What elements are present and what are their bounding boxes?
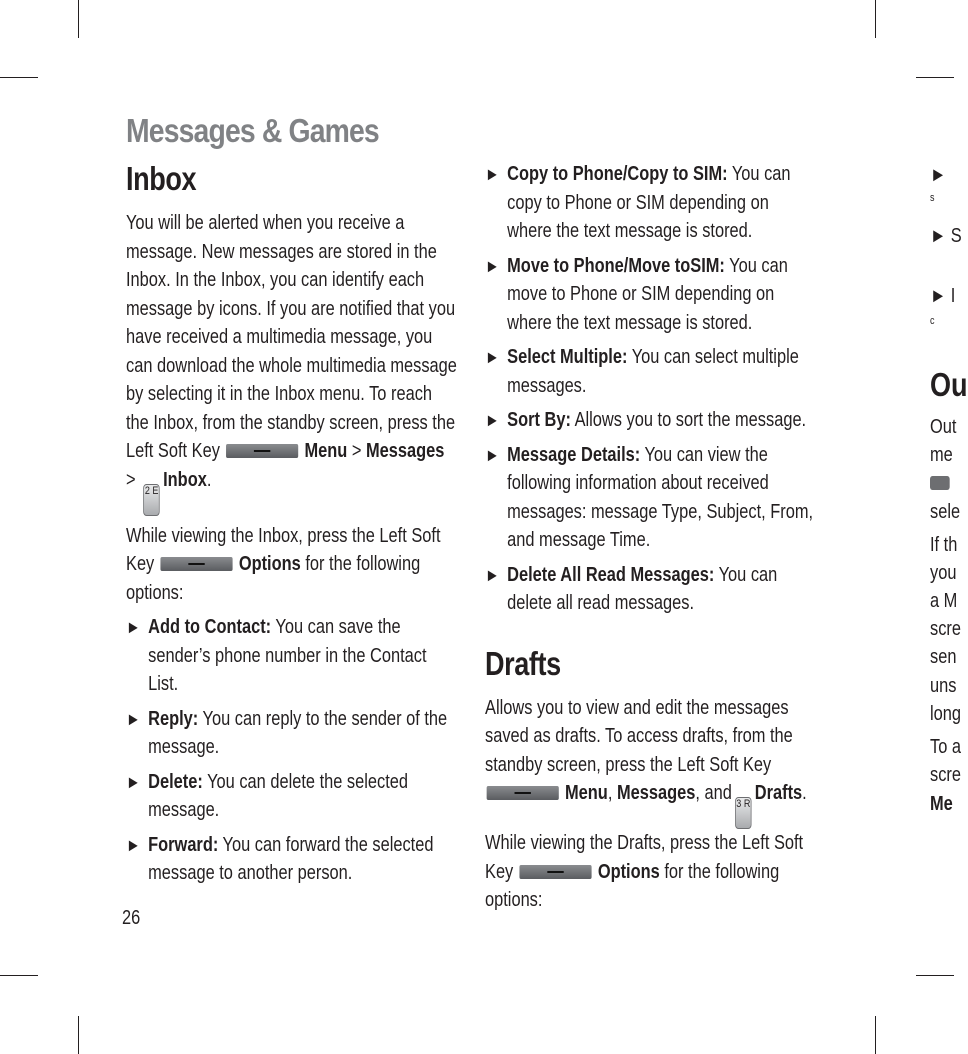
messages-label: Messages [616,782,696,804]
item-title: Delete All Read Messages: [507,563,715,586]
list-item [485,160,817,246]
item-text: You can save the sender’s phone number in the Contact List. [148,616,427,695]
menu-label: Menu [304,440,348,462]
inbox-options-intro [126,522,458,608]
crop-mark [875,0,876,38]
inbox-intro-text: You will be alerted when you receive a message. New messages are stored in the Inbox. In the Inbox, you can identify each message by icons. If you are notified that you have received a multimedia message, you can download the whole multimedia message by selecting it in the Inbox menu. To reach the Inbox, from the standby screen, press the Left Soft Key [126,212,457,462]
drafts-post-text: . While viewing the Drafts, press the Left Soft Key [485,782,807,883]
options-pre-text: While viewing the Inbox, press the Left Soft Key [126,524,441,575]
separator: , and [695,782,732,804]
page-number: 26 [122,907,141,929]
list-item [126,613,458,699]
next-page-bleed [930,0,968,1054]
inbox-intro [126,209,458,516]
bullet-triangle-icon: ► [126,834,141,855]
item-title: Forward: [148,833,219,856]
left-soft-key-icon [226,444,298,458]
bullet-triangle-icon: ► [485,410,500,430]
list-item [485,561,817,618]
left-soft-key-icon [487,786,559,800]
bleed-text: you [930,562,957,584]
bleed-text: scre [930,618,961,640]
crop-mark [0,975,38,976]
keypad-3-icon: 3 R [735,797,751,829]
bleed-text: sele [930,501,961,523]
item-text: You can move to Phone or SIM depending on where the text message is stored. [507,254,788,334]
item-title: Add to Contact: [148,616,272,638]
options-post-text: for the following options: [126,553,421,604]
crop-mark [0,77,38,78]
keypad-2-icon: 2 E [143,484,159,516]
middle-column [485,160,817,921]
item-text: You can select multiple messages. [507,346,799,397]
crop-mark [78,1016,79,1054]
item-text: You can view the following information about received messages: message Type, Subject, From, and message Time. [507,443,814,551]
list-item [126,705,458,762]
left-soft-key-icon [519,865,591,879]
options-label: Options [597,860,660,883]
options-post-text: for the following options: [485,860,780,911]
item-title: Move to Phone/Move toSIM: [507,254,725,277]
item-title: Reply: [148,707,199,730]
bleed-text: Me [930,793,953,815]
bleed-text: s [930,192,935,204]
bleed-text: To a [930,736,962,758]
bleed-text: c [930,315,935,327]
item-title: Sort By: [507,409,571,431]
item-text: Allows you to sort the message. [570,409,807,431]
item-text: You can delete all read messages. [507,563,778,614]
inbox-heading: Inbox [126,160,197,197]
period: . [206,468,212,491]
list-item [485,252,817,338]
inbox-label: Inbox [163,468,207,491]
bleed-text: me [930,444,953,466]
soft-key-fragment-icon [930,476,950,490]
bullet-triangle-icon: ► [126,708,141,729]
crop-mark [875,1016,876,1054]
bullet-triangle-icon: ► [485,164,500,184]
drafts-heading: Drafts [485,644,561,682]
messages-label: Messages [365,440,445,462]
left-soft-key-icon [160,557,232,571]
item-text: You can delete the selected message. [148,770,409,821]
bleed-text: scre [930,764,961,786]
drafts-label: Drafts [754,782,803,804]
bleed-text: uns [930,675,957,697]
bleed-text: Ou [930,366,968,403]
bleed-text: ► S [930,225,962,247]
inbox-column [126,161,458,894]
drafts-intro-text: Allows you to view and edit the messages saved as drafts. To access drafts, from the standby screen, press the Left Soft Key [485,696,793,776]
separator: > [126,468,141,491]
bullet-triangle-icon: ► [485,444,500,465]
bullet-triangle-icon: ► [485,255,500,276]
list-item [126,768,458,825]
item-title: Message Details: [507,443,641,466]
menu-label: Menu [565,782,608,804]
item-text: You can reply to the sender of the message. [148,707,448,758]
item-text: You can copy to Phone or SIM depending on where the text message is stored. [507,163,791,242]
crop-mark [78,0,79,38]
bleed-text: ► [930,164,947,186]
bullet-triangle-icon: ► [485,347,500,367]
section-title: Messages & Games [126,112,379,149]
list-item [126,831,458,888]
bleed-text: long [930,703,962,725]
bullet-triangle-icon: ► [126,617,141,637]
item-title: Delete: [148,770,203,793]
bleed-text: a M [930,590,958,612]
list-item [485,441,817,555]
bullet-triangle-icon: ► [485,564,500,585]
options-label: Options [238,553,301,575]
bleed-text: Out [930,416,957,438]
item-text: You can forward the selected message to another person. [148,833,434,884]
bleed-text: sen [930,646,957,668]
bleed-text: ► I [930,285,956,307]
list-item [485,343,817,400]
separator: > [347,440,366,462]
list-item [485,406,817,435]
drafts-intro [485,694,817,915]
bleed-text: If th [930,534,958,556]
bullet-triangle-icon: ► [126,771,141,792]
item-title: Copy to Phone/Copy to SIM: [507,163,728,185]
item-title: Select Multiple: [507,346,628,368]
separator: , [607,782,617,804]
